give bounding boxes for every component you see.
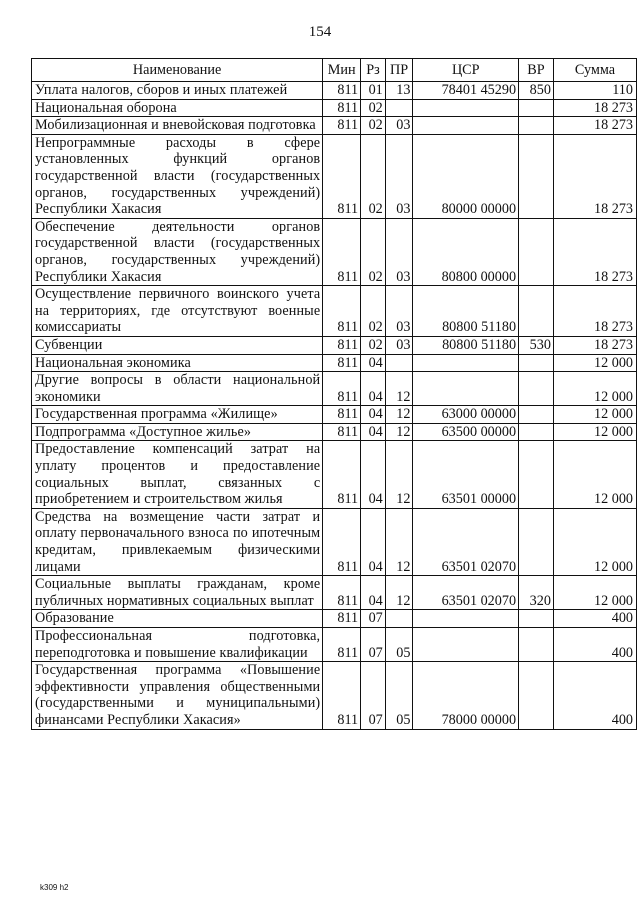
- column-header-min: Мин: [323, 59, 361, 82]
- cell-sum: 18 273: [553, 134, 636, 218]
- cell-sum: 18 273: [553, 218, 636, 285]
- cell-rz: 02: [361, 134, 386, 218]
- cell-rz: 04: [361, 423, 386, 441]
- cell-vr: [519, 117, 554, 135]
- cell-vr: [519, 286, 554, 337]
- cell-pr: 03: [385, 117, 413, 135]
- cell-sum: 12 000: [553, 423, 636, 441]
- cell-min: 811: [323, 406, 361, 424]
- cell-sum: 12 000: [553, 372, 636, 406]
- cell-sum: 12 000: [553, 406, 636, 424]
- cell-name: Государственная программа «Жилище»: [32, 406, 323, 424]
- table-body: [32, 82, 637, 730]
- cell-pr: 05: [385, 628, 413, 662]
- cell-min: 811: [323, 610, 361, 628]
- cell-vr: [519, 406, 554, 424]
- cell-min: 811: [323, 423, 361, 441]
- cell-vr: 320: [519, 576, 554, 610]
- cell-min: 811: [323, 508, 361, 575]
- table-row: [32, 286, 637, 337]
- cell-csr: [413, 628, 519, 662]
- cell-name: Профессиональная подготовка, переподготовка и повышение квалификации: [32, 628, 323, 662]
- cell-pr: 12: [385, 372, 413, 406]
- cell-min: 811: [323, 372, 361, 406]
- cell-pr: 13: [385, 82, 413, 100]
- cell-name: Национальная экономика: [32, 354, 323, 372]
- cell-name: Предоставление компенсаций затрат на уплату процентов и предоставление социальных выплат, связанных с приобретением и строительством жилья: [32, 441, 323, 508]
- cell-vr: [519, 441, 554, 508]
- cell-vr: 850: [519, 82, 554, 100]
- cell-pr: 03: [385, 134, 413, 218]
- cell-csr: [413, 117, 519, 135]
- table-row: [32, 662, 637, 729]
- page-number: 154: [308, 24, 332, 40]
- cell-rz: 02: [361, 336, 386, 354]
- cell-csr: 78000 00000: [413, 662, 519, 729]
- column-header-name: Наименование: [32, 59, 323, 82]
- table-row: [32, 576, 637, 610]
- table-row: [32, 134, 637, 218]
- column-header-csr: ЦСР: [413, 59, 519, 82]
- table-row: [32, 336, 637, 354]
- cell-name: Непрограммные расходы в сфере установленных функций органов государственной власти (государственных органов, государственных учреждений) Республики Хакасия: [32, 134, 323, 218]
- cell-name: Субвенции: [32, 336, 323, 354]
- cell-csr: 63501 00000: [413, 441, 519, 508]
- cell-sum: 18 273: [553, 117, 636, 135]
- cell-min: 811: [323, 218, 361, 285]
- cell-vr: [519, 628, 554, 662]
- cell-vr: [519, 134, 554, 218]
- cell-pr: 03: [385, 336, 413, 354]
- cell-csr: 63501 02070: [413, 508, 519, 575]
- table-row: [32, 354, 637, 372]
- cell-pr: [385, 610, 413, 628]
- cell-csr: 78401 45290: [413, 82, 519, 100]
- cell-rz: 04: [361, 441, 386, 508]
- cell-vr: [519, 218, 554, 285]
- cell-rz: 02: [361, 99, 386, 117]
- column-header-rz: Рз: [361, 59, 386, 82]
- cell-sum: 400: [553, 662, 636, 729]
- cell-sum: 18 273: [553, 336, 636, 354]
- cell-sum: 18 273: [553, 286, 636, 337]
- cell-pr: [385, 99, 413, 117]
- cell-csr: [413, 372, 519, 406]
- cell-min: 811: [323, 134, 361, 218]
- budget-table: [31, 58, 637, 730]
- table-row: [32, 441, 637, 508]
- cell-vr: [519, 99, 554, 117]
- cell-rz: 01: [361, 82, 386, 100]
- cell-rz: 07: [361, 628, 386, 662]
- table-row: [32, 218, 637, 285]
- table-row: [32, 406, 637, 424]
- cell-min: 811: [323, 354, 361, 372]
- cell-csr: 80800 00000: [413, 218, 519, 285]
- cell-min: 811: [323, 82, 361, 100]
- cell-name: Другие вопросы в области национальной экономики: [32, 372, 323, 406]
- cell-name: Образование: [32, 610, 323, 628]
- cell-csr: 63501 02070: [413, 576, 519, 610]
- table-row: [32, 99, 637, 117]
- cell-csr: 80800 51180: [413, 336, 519, 354]
- table-row: [32, 610, 637, 628]
- table-row: [32, 117, 637, 135]
- cell-name: Мобилизационная и вневойсковая подготовка: [32, 117, 323, 135]
- cell-csr: [413, 99, 519, 117]
- cell-min: 811: [323, 662, 361, 729]
- cell-sum: 12 000: [553, 576, 636, 610]
- cell-sum: 400: [553, 610, 636, 628]
- cell-vr: [519, 423, 554, 441]
- cell-name: Обеспечение деятельности органов государственной власти (государственных органов, государственных учреждений) Республики Хакасия: [32, 218, 323, 285]
- cell-pr: [385, 354, 413, 372]
- cell-name: Средства на возмещение части затрат и оплату первоначального взноса по ипотечным кредитам, привлекаемым физическими лицами: [32, 508, 323, 575]
- cell-rz: 04: [361, 406, 386, 424]
- cell-pr: 03: [385, 286, 413, 337]
- cell-name: Уплата налогов, сборов и иных платежей: [32, 82, 323, 100]
- cell-pr: 12: [385, 441, 413, 508]
- cell-vr: 530: [519, 336, 554, 354]
- cell-csr: [413, 610, 519, 628]
- cell-sum: 12 000: [553, 354, 636, 372]
- cell-sum: 400: [553, 628, 636, 662]
- cell-csr: 63000 00000: [413, 406, 519, 424]
- cell-csr: 80800 51180: [413, 286, 519, 337]
- cell-sum: 12 000: [553, 441, 636, 508]
- cell-rz: 04: [361, 576, 386, 610]
- cell-name: Подпрограмма «Доступное жилье»: [32, 423, 323, 441]
- cell-pr: 12: [385, 576, 413, 610]
- footer-code: k309 h2: [40, 883, 69, 892]
- cell-pr: 03: [385, 218, 413, 285]
- cell-min: 811: [323, 336, 361, 354]
- cell-vr: [519, 662, 554, 729]
- table-row: [32, 82, 637, 100]
- cell-pr: 12: [385, 406, 413, 424]
- cell-sum: 110: [553, 82, 636, 100]
- column-header-vr: ВР: [519, 59, 554, 82]
- cell-name: Осуществление первичного воинского учета на территориях, где отсутствуют военные комиссариаты: [32, 286, 323, 337]
- table-header-row: [32, 59, 637, 82]
- table-row: [32, 423, 637, 441]
- cell-rz: 04: [361, 354, 386, 372]
- column-header-sum: Сумма: [553, 59, 636, 82]
- cell-vr: [519, 372, 554, 406]
- table-row: [32, 508, 637, 575]
- cell-rz: 04: [361, 508, 386, 575]
- cell-name: Государственная программа «Повышение эффективности управления общественными (государственными и муниципальными) финансами Республики Хакасия»: [32, 662, 323, 729]
- cell-rz: 02: [361, 286, 386, 337]
- table-row: [32, 628, 637, 662]
- cell-name: Национальная оборона: [32, 99, 323, 117]
- cell-rz: 02: [361, 117, 386, 135]
- cell-pr: 05: [385, 662, 413, 729]
- cell-sum: 18 273: [553, 99, 636, 117]
- cell-csr: 63500 00000: [413, 423, 519, 441]
- cell-rz: 04: [361, 372, 386, 406]
- cell-rz: 07: [361, 610, 386, 628]
- cell-min: 811: [323, 628, 361, 662]
- cell-pr: 12: [385, 508, 413, 575]
- cell-min: 811: [323, 441, 361, 508]
- cell-min: 811: [323, 576, 361, 610]
- table-row: [32, 372, 637, 406]
- cell-vr: [519, 354, 554, 372]
- cell-csr: [413, 354, 519, 372]
- cell-name: Социальные выплаты гражданам, кроме публичных нормативных социальных выплат: [32, 576, 323, 610]
- cell-vr: [519, 610, 554, 628]
- cell-rz: 07: [361, 662, 386, 729]
- column-header-pr: ПР: [385, 59, 413, 82]
- cell-pr: 12: [385, 423, 413, 441]
- cell-min: 811: [323, 117, 361, 135]
- cell-csr: 80000 00000: [413, 134, 519, 218]
- cell-sum: 12 000: [553, 508, 636, 575]
- cell-min: 811: [323, 286, 361, 337]
- cell-min: 811: [323, 99, 361, 117]
- cell-rz: 02: [361, 218, 386, 285]
- cell-vr: [519, 508, 554, 575]
